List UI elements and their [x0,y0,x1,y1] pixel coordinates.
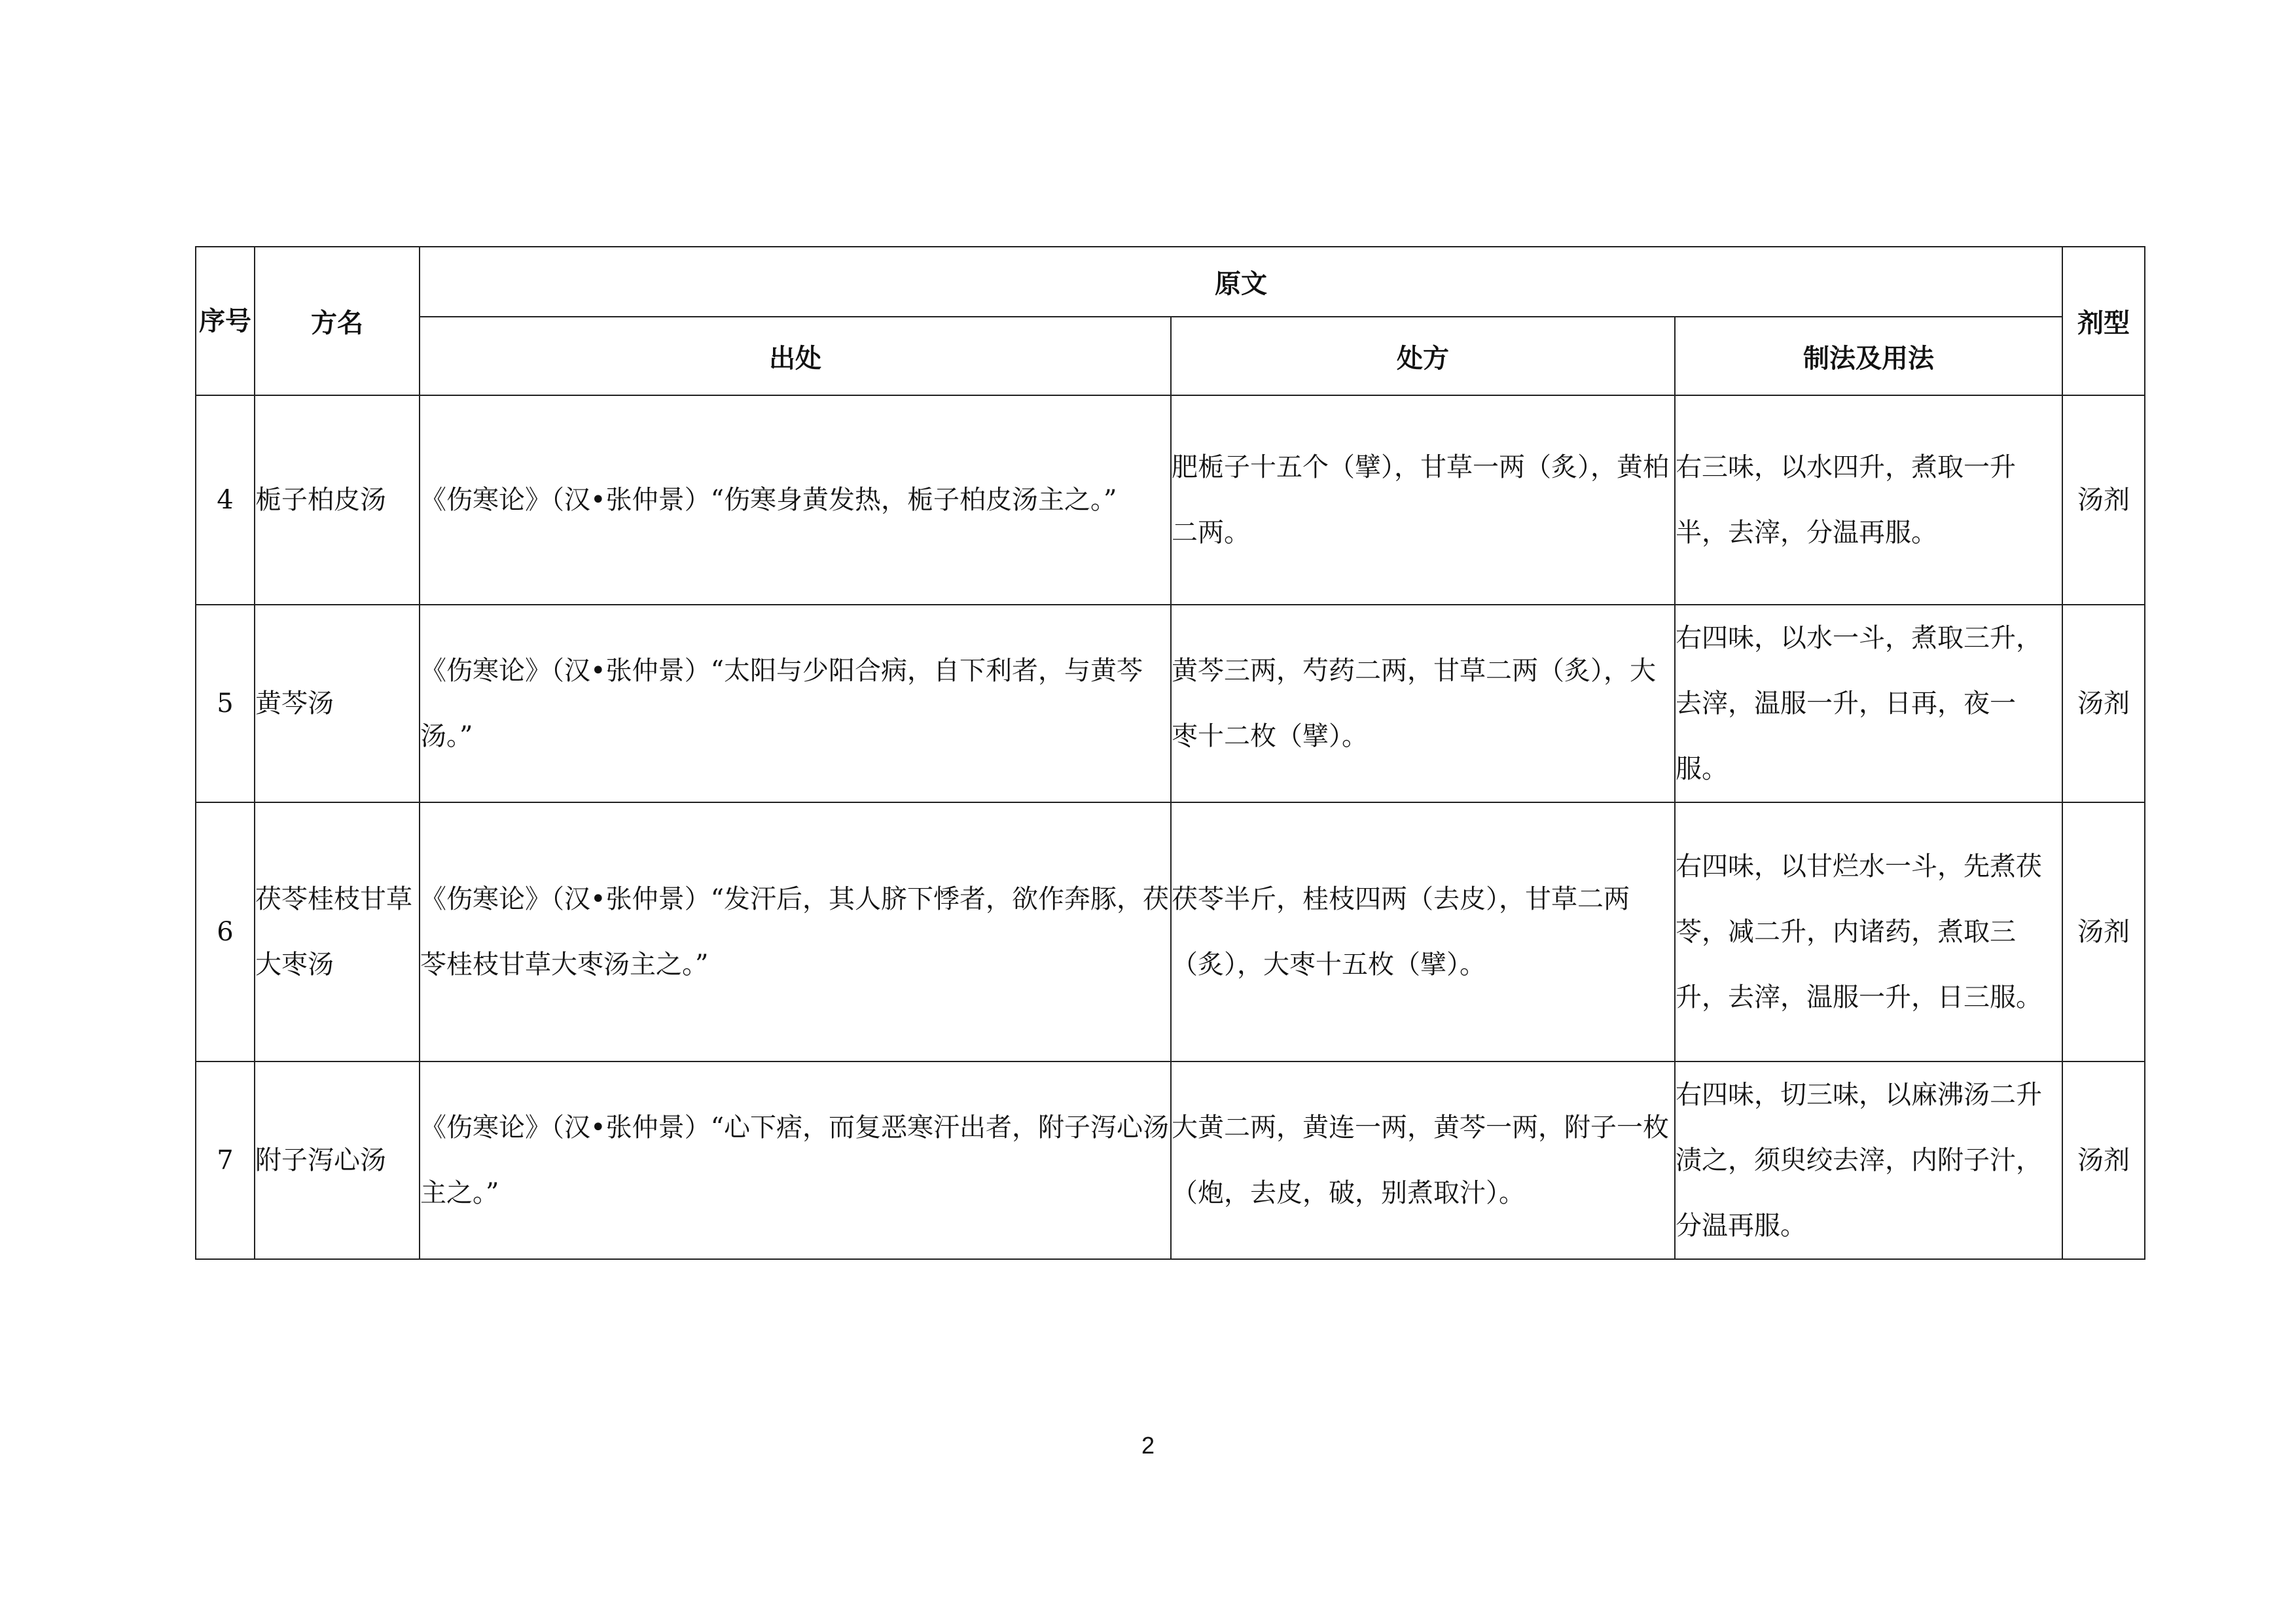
cell-source: 《伤寒论》（汉•张仲景）“伤寒身黄发热，栀子柏皮汤主之。” [420,395,1171,605]
cell-method: 右四味，以甘烂水一斗，先煮茯苓，减二升，内诸药，煮取三升，去滓，温服一升，日三服。 [1675,802,2062,1061]
cell-source: 《伤寒论》（汉•张仲景）“心下痞，而复恶寒汗出者，附子泻心汤主之。” [420,1061,1171,1259]
cell-method: 右三味，以水四升，煮取一升半，去滓，分温再服。 [1675,395,2062,605]
cell-source: 《伤寒论》（汉•张仲景）“发汗后，其人脐下悸者，欲作奔豚，茯苓桂枝甘草大枣汤主之。” [420,802,1171,1061]
cell-seq: 4 [196,395,255,605]
cell-name: 茯苓桂枝甘草大枣汤 [255,802,420,1061]
cell-method: 右四味，切三味，以麻沸汤二升渍之，须臾绞去滓，内附子汁，分温再服。 [1675,1061,2062,1259]
table-row [196,605,2145,802]
table-row [196,802,2145,1061]
cell-form: 汤剂 [2062,395,2145,605]
cell-method: 右四味，以水一斗，煮取三升，去滓，温服一升，日再，夜一服。 [1675,605,2062,802]
cell-name: 栀子柏皮汤 [255,395,420,605]
page-number: 2 [1141,1432,1155,1459]
header-prescription: 处方 [1171,317,1675,395]
header-seq-text: 序号 [199,306,251,336]
cell-seq: 5 [196,605,255,802]
cell-source: 《伤寒论》（汉•张仲景）“太阳与少阳合病，自下利者，与黄芩汤。” [420,605,1171,802]
header-seq [196,247,255,395]
cell-prescription: 黄芩三两，芍药二两，甘草二两（炙），大枣十二枚（擘）。 [1171,605,1675,802]
cell-prescription: 肥栀子十五个（擘），甘草一两（炙），黄柏二两。 [1171,395,1675,605]
header-form: 剂型 [2062,247,2145,395]
header-name: 方名 [255,247,420,395]
header-method: 制法及用法 [1675,317,2062,395]
cell-seq: 7 [196,1061,255,1259]
table-row [196,395,2145,605]
cell-name: 附子泻心汤 [255,1061,420,1259]
cell-seq: 6 [196,802,255,1061]
cell-form: 汤剂 [2062,605,2145,802]
cell-prescription: 大黄二两，黄连一两，黄芩一两，附子一枚（炮，去皮，破，别煮取汁）。 [1171,1061,1675,1259]
cell-form: 汤剂 [2062,1061,2145,1259]
cell-prescription: 茯苓半斤，桂枝四两（去皮），甘草二两（炙），大枣十五枚（擘）。 [1171,802,1675,1061]
header-original: 原文 [420,247,2062,317]
table-row [196,1061,2145,1259]
cell-form: 汤剂 [2062,802,2145,1061]
prescription-table [195,246,2145,1260]
header-source: 出处 [420,317,1171,395]
cell-name: 黄芩汤 [255,605,420,802]
